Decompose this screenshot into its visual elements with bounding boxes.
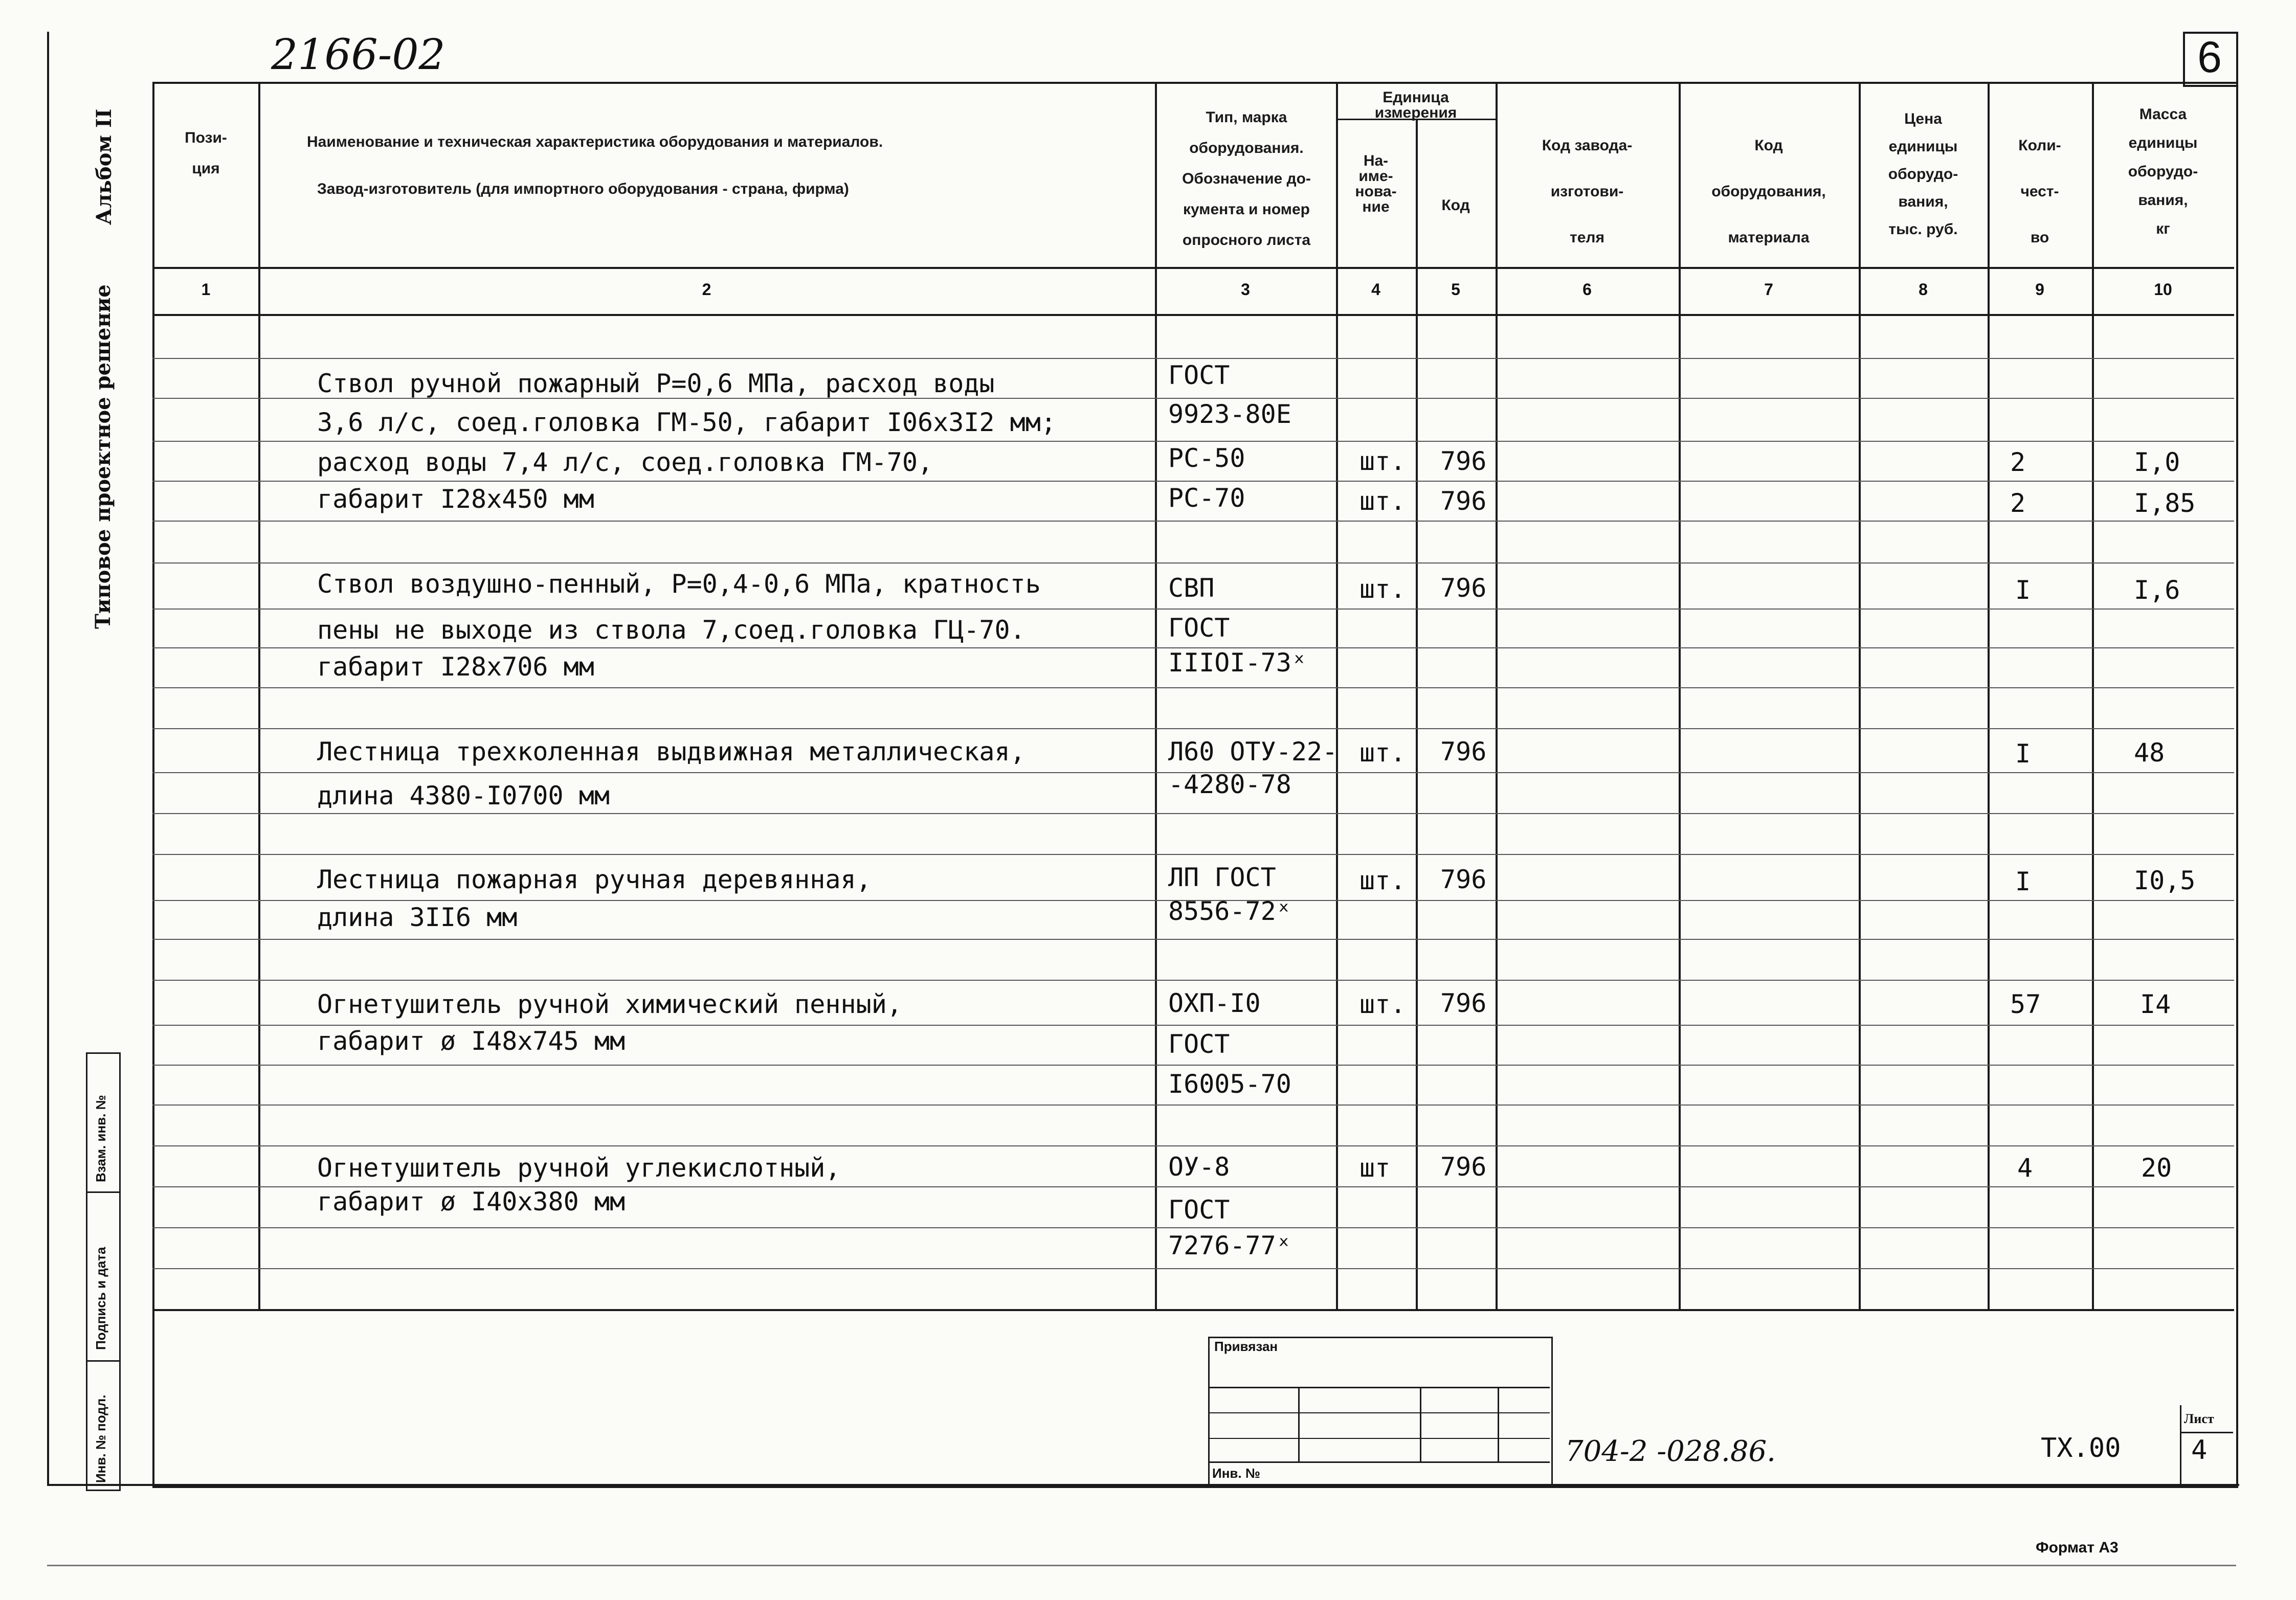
header-unit-code: Код bbox=[1441, 197, 1470, 214]
colnum-2: 2 bbox=[702, 280, 711, 299]
colnum-9: 9 bbox=[2035, 280, 2044, 299]
row-mass: 20 bbox=[2141, 1153, 2172, 1183]
row-type: РС-70 bbox=[1168, 483, 1245, 513]
header-mass: Масса единицы оборудо- вания, кг bbox=[2128, 106, 2198, 237]
row-mass: 48 bbox=[2134, 738, 2165, 768]
row-mass: I,85 bbox=[2134, 488, 2196, 518]
colnum-bottom-rule bbox=[152, 314, 2234, 316]
row-code: 796 bbox=[1440, 865, 1487, 894]
header-position: Пози- ция bbox=[185, 129, 227, 177]
row-name: габарит I28x450 мм bbox=[317, 484, 594, 514]
row-name: Лестница трехколенная выдвижная металлическая, bbox=[317, 737, 1026, 767]
row-name: габарит ø I48x745 мм bbox=[317, 1026, 626, 1056]
row-name: расход воды 7,4 л/с, соед.головка ГМ-70, bbox=[317, 447, 933, 477]
row-type: ЛП ГОСТ bbox=[1168, 863, 1276, 892]
side-typical-project: Типовое проектное решение bbox=[91, 284, 115, 629]
row-type: I6005-70 bbox=[1168, 1069, 1291, 1099]
header-plant-code: Код завода- изготови- теля bbox=[1542, 137, 1633, 246]
row-name: длина 4380-I0700 мм bbox=[317, 781, 610, 810]
row-code: 796 bbox=[1440, 573, 1487, 603]
row-qty: 4 bbox=[2017, 1153, 2033, 1183]
row-name: 3,6 л/с, соед.головка ГМ-50, габарит I06x3I2 мм; bbox=[317, 408, 1056, 437]
colnum-1: 1 bbox=[201, 280, 211, 299]
colnum-3: 3 bbox=[1241, 280, 1250, 299]
header-type: Тип, марка оборудования. Обозначение до- кумента и номер опросного листа bbox=[1182, 109, 1311, 249]
row-type: Л60 ОТУ-22- bbox=[1168, 737, 1338, 767]
row-code: 796 bbox=[1440, 446, 1487, 476]
colnum-6: 6 bbox=[1582, 280, 1592, 299]
side-stamp-label-2: Подпись и дата bbox=[93, 1247, 108, 1350]
row-qty: I bbox=[2015, 739, 2031, 769]
row-name: Огнетушитель ручной углекислотный, bbox=[317, 1153, 841, 1183]
row-name: пены не выходе из ствола 7,соед.головка ГЦ-70. bbox=[317, 615, 1026, 645]
row-unit: шт. bbox=[1359, 446, 1406, 476]
stamp-code: ТХ.00 bbox=[2041, 1433, 2121, 1463]
row-code: 796 bbox=[1440, 486, 1487, 516]
row-name: габарит ø I40x380 мм bbox=[317, 1187, 626, 1216]
header-bottom-rule bbox=[152, 267, 2234, 269]
colnum-10: 10 bbox=[2154, 280, 2172, 299]
document-code: 2166-02 bbox=[271, 31, 445, 79]
row-code: 796 bbox=[1440, 1152, 1487, 1182]
row-unit: шт. bbox=[1359, 866, 1406, 895]
header-quantity: Коли- чест- во bbox=[2018, 137, 2061, 246]
colnum-5: 5 bbox=[1451, 280, 1460, 299]
row-name: длина 3II6 мм bbox=[317, 903, 518, 932]
row-code: 796 bbox=[1440, 737, 1487, 767]
row-type: -4280-78 bbox=[1168, 770, 1291, 799]
row-unit: шт. bbox=[1359, 486, 1406, 516]
colnum-8: 8 bbox=[1919, 280, 1928, 299]
row-unit: шт. bbox=[1359, 738, 1406, 768]
row-type: ОУ-8 bbox=[1168, 1152, 1230, 1182]
format-label: Формат А3 bbox=[2036, 1539, 2119, 1556]
row-mass: I,0 bbox=[2134, 447, 2180, 477]
row-type: РС-50 bbox=[1168, 443, 1245, 473]
row-name: Лестница пожарная ручная деревянная, bbox=[317, 865, 872, 894]
row-name: габарит I28x706 мм bbox=[317, 652, 594, 682]
stamp-inv-label: Инв. № bbox=[1212, 1466, 1260, 1481]
row-mass: I4 bbox=[2140, 989, 2171, 1019]
row-type: СВП bbox=[1168, 573, 1215, 603]
corner-page-number: 6 bbox=[2197, 33, 2222, 82]
row-type: 9923-80Е bbox=[1168, 399, 1291, 429]
side-stamp-label-3: Инв. № подл. bbox=[93, 1394, 108, 1483]
row-name: Ствол воздушно-пенный, Р=0,4-0,6 МПа, кратность bbox=[317, 569, 1041, 599]
row-name: Ствол ручной пожарный Р=0,6 МПа, расход воды bbox=[317, 369, 995, 398]
row-mass: I0,5 bbox=[2134, 866, 2196, 895]
row-type: ГОСТ bbox=[1168, 360, 1230, 390]
row-type: IIIOI-73ˣ bbox=[1168, 648, 1307, 678]
header-price: Цена единицы оборудо- вания, тыс. руб. bbox=[1888, 110, 1958, 238]
row-type: 7276-77ˣ bbox=[1168, 1231, 1291, 1260]
row-qty: I bbox=[2015, 575, 2031, 605]
row-unit: шт bbox=[1359, 1153, 1391, 1183]
colnum-4: 4 bbox=[1371, 280, 1380, 299]
row-type: 8556-72ˣ bbox=[1168, 896, 1291, 926]
header-name-line2: Завод-изготовитель (для импортного оборудования - страна, фирма) bbox=[317, 181, 849, 197]
header-unit-group: Единица измерения bbox=[1374, 89, 1457, 121]
side-stamp-label-1: Взам. инв. № bbox=[93, 1095, 108, 1182]
stamp-sheet-label: Лист bbox=[2184, 1411, 2214, 1426]
header-equipment-code: Код оборудования, материала bbox=[1711, 137, 1826, 246]
stamp-sheet-number: 4 bbox=[2191, 1435, 2208, 1466]
header-name-line1: Наименование и техническая характеристика оборудования и материалов. bbox=[307, 133, 883, 150]
row-qty: 57 bbox=[2010, 989, 2041, 1019]
stamp-doc-number: 704-2 -028.86. bbox=[1565, 1435, 1776, 1468]
row-type: ОХП-I0 bbox=[1168, 988, 1261, 1018]
row-type: ГОСТ bbox=[1168, 613, 1230, 643]
row-code: 796 bbox=[1440, 988, 1487, 1018]
row-qty: 2 bbox=[2010, 447, 2026, 477]
row-type: ГОСТ bbox=[1168, 1195, 1230, 1225]
row-type: ГОСТ bbox=[1168, 1029, 1230, 1059]
row-name: Огнетушитель ручной химический пенный, bbox=[317, 989, 902, 1019]
side-album: Альбом II bbox=[92, 108, 116, 225]
row-qty: 2 bbox=[2010, 488, 2026, 518]
row-qty: I bbox=[2015, 867, 2031, 896]
colnum-7: 7 bbox=[1764, 280, 1773, 299]
stamp-privyazan-label: Привязан bbox=[1214, 1339, 1278, 1354]
row-unit: шт. bbox=[1359, 989, 1406, 1019]
row-unit: шт. bbox=[1359, 574, 1406, 604]
header-unit-name: На- име- нова- ние bbox=[1355, 152, 1397, 215]
row-mass: I,6 bbox=[2134, 575, 2180, 605]
